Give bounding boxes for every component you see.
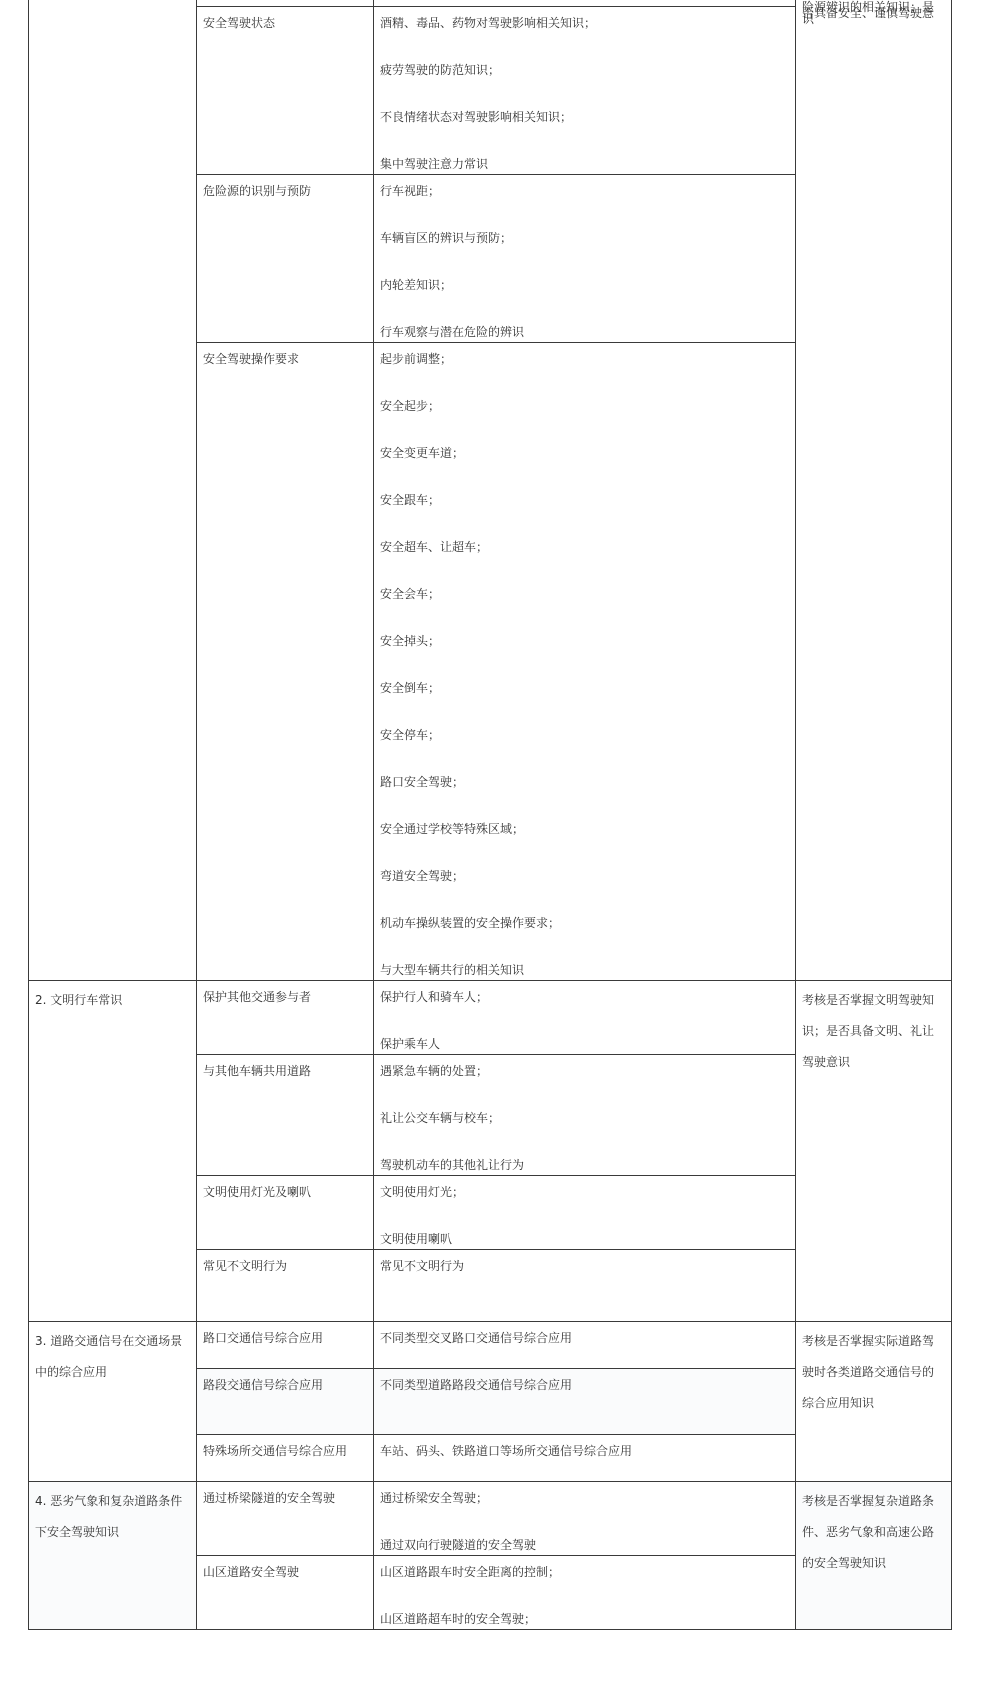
point-item: 安全起步； xyxy=(380,399,441,413)
requirement-text: 险源辨识的相关知识；是否具备安全、谨慎驾驶意识 xyxy=(802,0,935,26)
point-item: 山区道路跟车时安全距离的控制； xyxy=(380,1565,561,1579)
subitem-cell: 山区道路安全驾驶 xyxy=(197,1556,374,1630)
subitem-cell: 路段交通信号综合应用 xyxy=(197,1369,374,1435)
point-item: 礼让公交车辆与校车； xyxy=(380,1111,501,1125)
subitem-cell: 文明使用灯光及喇叭 xyxy=(197,1176,374,1250)
subitem-cell: 安全驾驶操作要求 xyxy=(197,343,374,981)
table-row xyxy=(29,1322,952,1369)
points-cell xyxy=(374,1556,796,1630)
point-item: 保护行人和骑车人； xyxy=(380,990,489,1004)
point-item: 通过桥梁安全驾驶； xyxy=(380,1491,489,1505)
point-item: 文明使用灯光； xyxy=(380,1185,465,1199)
point-item: 机动车操纵装置的安全操作要求； xyxy=(380,916,561,930)
point-item: 安全通过学校等特殊区域； xyxy=(380,822,525,836)
requirement-cell: 考核是否掌握实际道路驾驶时各类道路交通信号的综合应用知识 xyxy=(796,1322,952,1482)
table-row xyxy=(29,1482,952,1556)
points-cell xyxy=(374,1176,796,1250)
point-item: 安全会车； xyxy=(380,587,441,601)
category-cell: 2. 文明行车常识 xyxy=(29,981,197,1322)
requirement-cell: 考核是否掌握文明驾驶知识；是否具备文明、礼让驾驶意识 xyxy=(796,981,952,1322)
requirement-cell: 考核是否掌握复杂道路条件、恶劣气象和高速公路的安全驾驶知识 xyxy=(796,1482,952,1630)
point-item: 文明使用喇叭 xyxy=(380,1232,453,1246)
point-item: 行车观察与潜在危险的辨识 xyxy=(380,325,525,339)
subitem-cell: 与其他车辆共用道路 xyxy=(197,1055,374,1176)
point-item: 安全超车、让超车； xyxy=(380,540,489,554)
points-cell xyxy=(374,343,796,981)
point-item: 疲劳驾驶的防范知识； xyxy=(380,63,501,77)
point-item: 安全掉头； xyxy=(380,634,441,648)
subitem-cell: 通过桥梁隧道的安全驾驶 xyxy=(197,1482,374,1556)
subitem-cell: 路口交通信号综合应用 xyxy=(197,1322,374,1369)
point-item: 安全倒车； xyxy=(380,681,441,695)
subitem-cell: 危险源的识别与预防 xyxy=(197,175,374,343)
points-cell xyxy=(374,1322,796,1369)
subitem-cell: 常见不文明行为 xyxy=(197,1250,374,1322)
subitem-cell: 特殊场所交通信号综合应用 xyxy=(197,1435,374,1482)
requirement-cell xyxy=(796,0,952,981)
table-row xyxy=(29,981,952,1055)
point-item: 不良情绪状态对驾驶影响相关知识； xyxy=(380,110,573,124)
point-item: 安全跟车； xyxy=(380,493,441,507)
point-item: 常见不文明行为 xyxy=(380,1259,465,1273)
points-cell xyxy=(374,981,796,1055)
points-cell xyxy=(374,1055,796,1176)
points-cell xyxy=(374,175,796,343)
point-item: 内轮差知识； xyxy=(380,278,453,292)
point-item: 驾驶机动车的其他礼让行为 xyxy=(380,1158,525,1172)
points-cell xyxy=(374,1250,796,1322)
subitem-cell: 安全驾驶状态 xyxy=(197,7,374,175)
point-item: 安全停车； xyxy=(380,728,441,742)
point-item: 起步前调整； xyxy=(380,352,453,366)
points-cell xyxy=(374,1435,796,1482)
point-item: 与大型车辆共行的相关知识 xyxy=(380,963,525,977)
point-item: 山区道路超车时的安全驾驶； xyxy=(380,1612,537,1626)
point-item: 保护乘车人 xyxy=(380,1037,441,1051)
point-item: 安全变更车道； xyxy=(380,446,465,460)
point-item: 车辆盲区的辨识与预防； xyxy=(380,231,513,245)
category-cell: 4. 恶劣气象和复杂道路条件下安全驾驶知识 xyxy=(29,1482,197,1630)
point-item: 集中驾驶注意力常识 xyxy=(380,157,489,171)
point-item: 不同类型交叉路口交通信号综合应用 xyxy=(380,1331,573,1345)
category-cell: 3. 道路交通信号在交通场景中的综合应用 xyxy=(29,1322,197,1482)
point-item: 行车视距； xyxy=(380,184,441,198)
point-item: 酒精、毒品、药物对驾驶影响相关知识； xyxy=(380,16,597,30)
subitem-cell: 保护其他交通参与者 xyxy=(197,981,374,1055)
point-item: 通过双向行驶隧道的安全驾驶 xyxy=(380,1538,537,1552)
point-item: 车站、码头、铁路道口等场所交通信号综合应用 xyxy=(380,1444,633,1458)
exam-content-table xyxy=(28,0,952,1630)
points-cell xyxy=(374,1482,796,1556)
points-cell xyxy=(374,7,796,175)
point-item: 不同类型道路路段交通信号综合应用 xyxy=(380,1378,573,1392)
category-cell xyxy=(29,0,197,981)
point-item: 弯道安全驾驶； xyxy=(380,869,465,883)
point-item: 路口安全驾驶； xyxy=(380,775,465,789)
point-item: 遇紧急车辆的处置； xyxy=(380,1064,489,1078)
points-cell xyxy=(374,1369,796,1435)
